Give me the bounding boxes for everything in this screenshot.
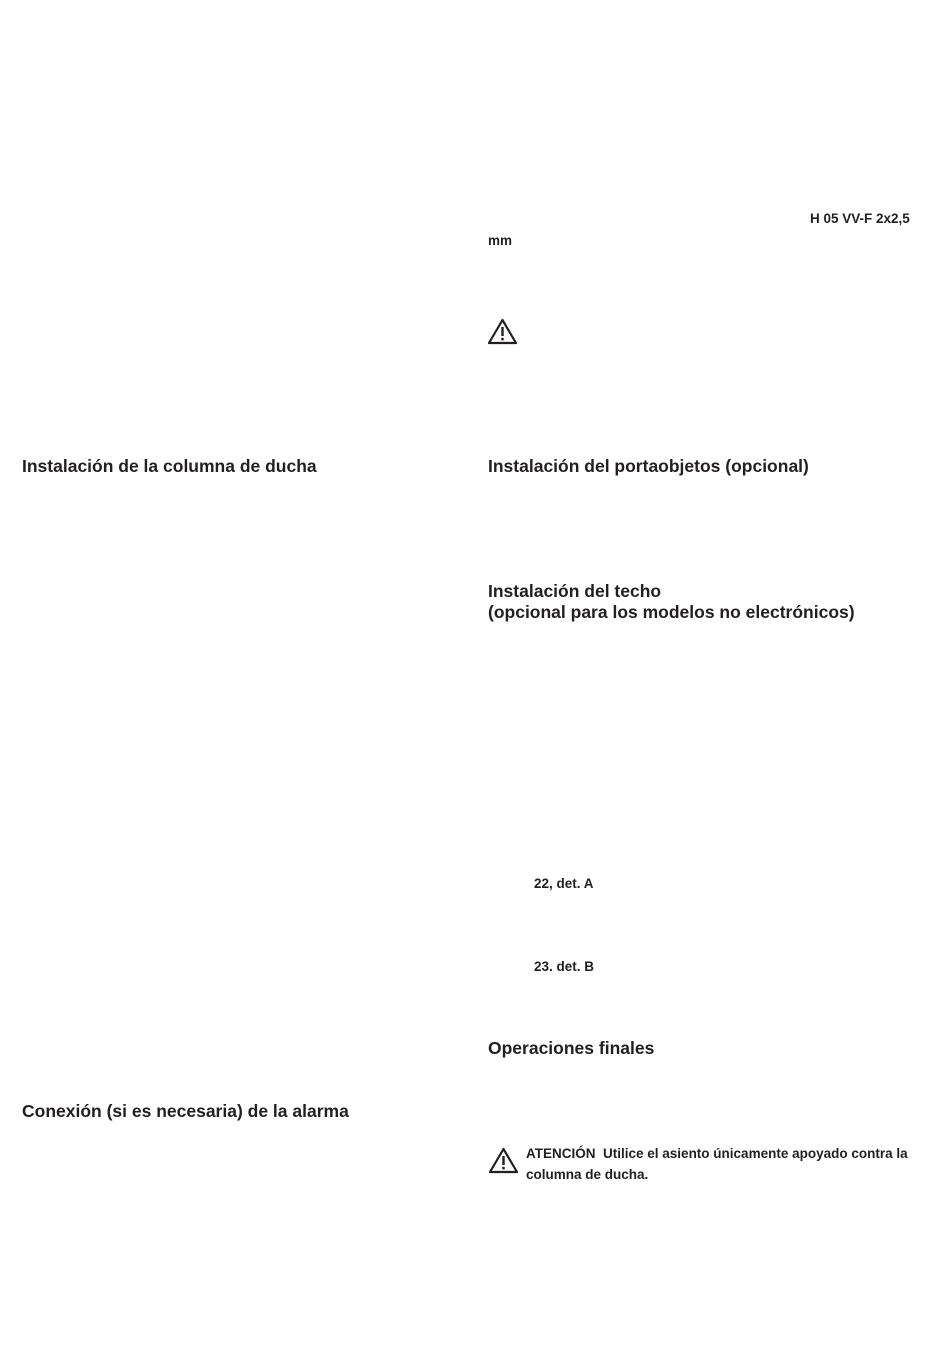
- warning-message: [526, 1143, 936, 1185]
- heading-holder-installation: Instalación del portaobjetos (opcional): [488, 456, 809, 476]
- warning-label: ATENCIÓN: [526, 1146, 596, 1161]
- cable-spec-line1: H 05 VV-F 2x2,5: [810, 211, 910, 226]
- reference-detail-a: 22, det. A: [534, 876, 594, 891]
- heading-alarm-connection: Conexión (si es necesaria) de la alarma: [22, 1101, 349, 1121]
- heading-roof-installation-line1: Instalación del techo: [488, 581, 662, 601]
- heading-final-operations: Operaciones finales: [488, 1038, 655, 1058]
- cable-spec-line2: mm: [488, 233, 513, 248]
- warning-body: Utilice el asiento únicamente apoyado contra la columna de ducha.: [526, 1146, 908, 1182]
- reference-detail-b: 23. det. B: [534, 959, 595, 974]
- warning-triangle-icon: [488, 1147, 519, 1174]
- heading-roof-installation-line2: (opcional para los modelos no electrónicos): [488, 602, 855, 622]
- warning-triangle-icon: [487, 318, 518, 345]
- heading-shower-column-installation: Instalación de la columna de ducha: [22, 456, 317, 476]
